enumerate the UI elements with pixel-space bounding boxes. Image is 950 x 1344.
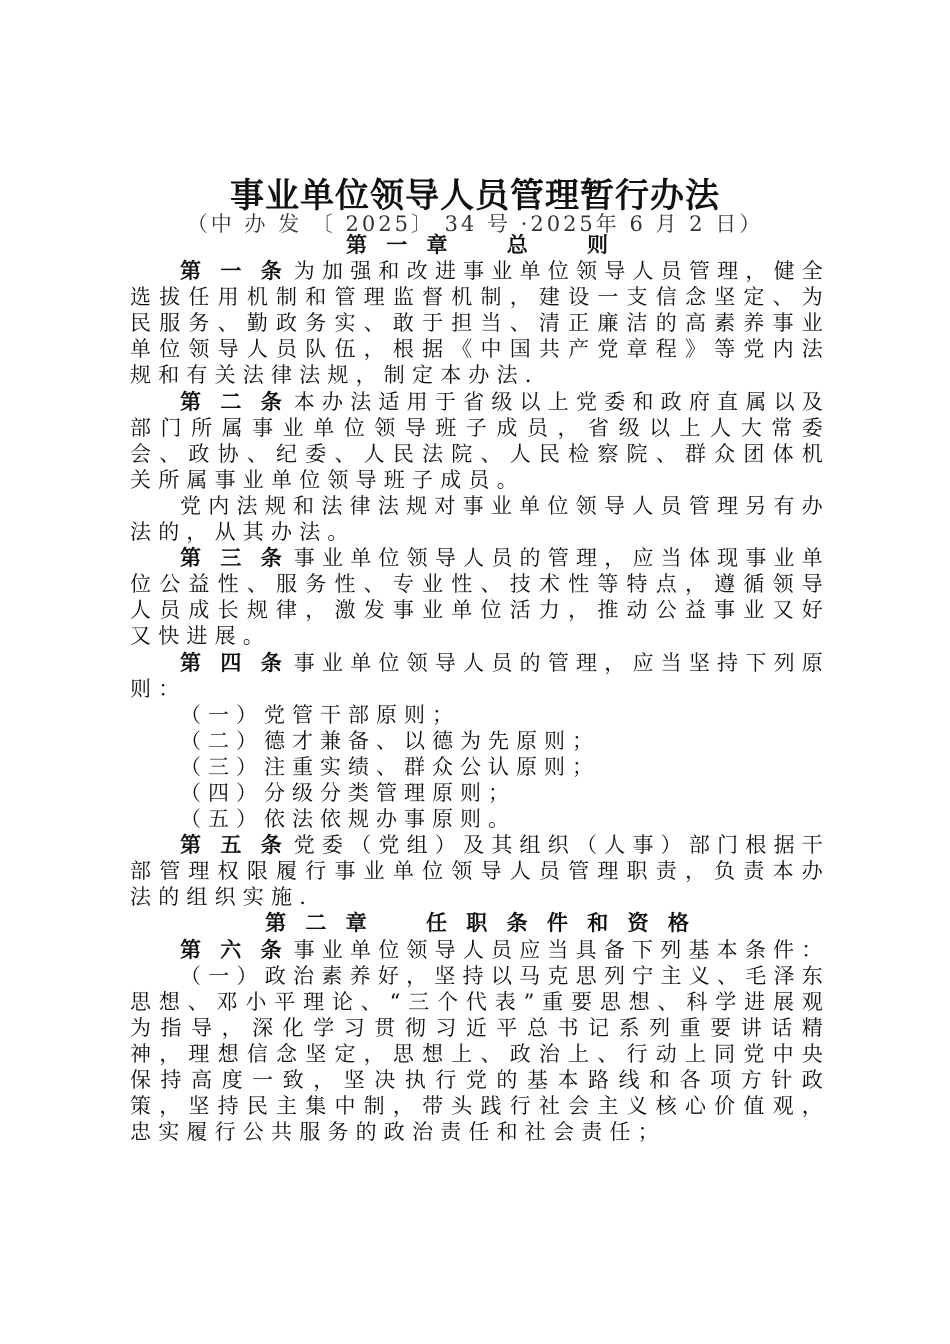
article-text: 党委（党组）及其组织（人事）部门根据干部管理权限履行事业单位领导人员管理职责，负责本办法的组织实施. <box>130 833 830 910</box>
principle-item: （四）分级分类管理原则； <box>180 780 516 805</box>
principle-item: （五）依法依规办事原则。 <box>180 807 516 832</box>
article-4 <box>130 650 830 702</box>
article-label: 第 三 条 <box>180 546 288 571</box>
article-5 <box>130 832 830 910</box>
article-label: 第 二 条 <box>180 389 288 414</box>
principle-item: （一）党管干部原则； <box>180 702 460 727</box>
chapter-heading-2: 第 二 章 任 职 条 件 和 资 格 <box>265 911 695 936</box>
article-label: 第 四 条 <box>180 650 288 675</box>
article-text: 为加强和改进事业单位领导人员管理，健全选拔任用机制和管理监督机制，建设一支信念坚定、为民服务、勤政务实、敢于担当、清正廉洁的高素养事业单位领导人员队伍，根据《中国共产党章程》等党内法规和有关法律法规，制定本办法. <box>130 259 830 388</box>
article-label: 第 六 条 <box>180 937 288 962</box>
article-text: 事业单位领导人员应当具备下列基本条件： <box>293 937 830 962</box>
article-text: 本办法适用于省级以上党委和政府直属以及部门所属事业单位领导班子成员，省级以上人大常委会、政协、纪委、人民法院、人民检察院、群众团体机关所属事业单位领导班子成员。 <box>130 389 830 492</box>
principle-item: （二）德才兼备、以德为先原则； <box>180 728 600 753</box>
article-6 <box>130 937 830 963</box>
article-2-paragraph-2: 党内法规和法律法规对事业单位领导人员管理另有办法的，从其办法。 <box>130 493 830 545</box>
document-subtitle: （中 办 发 〔 2025〕 34 号 ·2025年 6 月 2 日） <box>186 212 764 236</box>
article-text: 事业单位领导人员的管理，应当坚持下列原则： <box>130 650 830 701</box>
article-1 <box>130 258 830 388</box>
condition-item: （一）政治素养好，坚持以马克思列宁主义、毛泽东思想、邓小平理论、“三个代表”重要思想、科学进展观为指导，深化学习贯彻习近平总书记系列重要讲话精神，理想信念坚定，思想上、政治上、行动上同党中央保持高度一致，坚决执行党的基本路线和各项方针政策，坚持民主集中制，带头践行社会主义核心价值观，忠实履行公共服务的政治责任和社会责任； <box>130 963 830 1145</box>
principle-item: （三）注重实绩、群众公认原则； <box>180 754 600 779</box>
document-title: 事业单位领导人员管理暂行办法 <box>230 176 720 216</box>
article-2 <box>130 389 830 493</box>
chapter-heading-1: 第 一 章 总 则 <box>345 233 615 257</box>
article-text: 事业单位领导人员的管理，应当体现事业单位公益性、服务性、专业性、技术性等特点，遵循领导人员成长规律，激发事业单位活力，推动公益事业又好又快进展。 <box>130 546 830 649</box>
article-label: 第 一 条 <box>180 259 288 284</box>
document-body <box>130 232 830 1145</box>
article-label: 第 五 条 <box>180 833 288 858</box>
article-3 <box>130 545 830 649</box>
